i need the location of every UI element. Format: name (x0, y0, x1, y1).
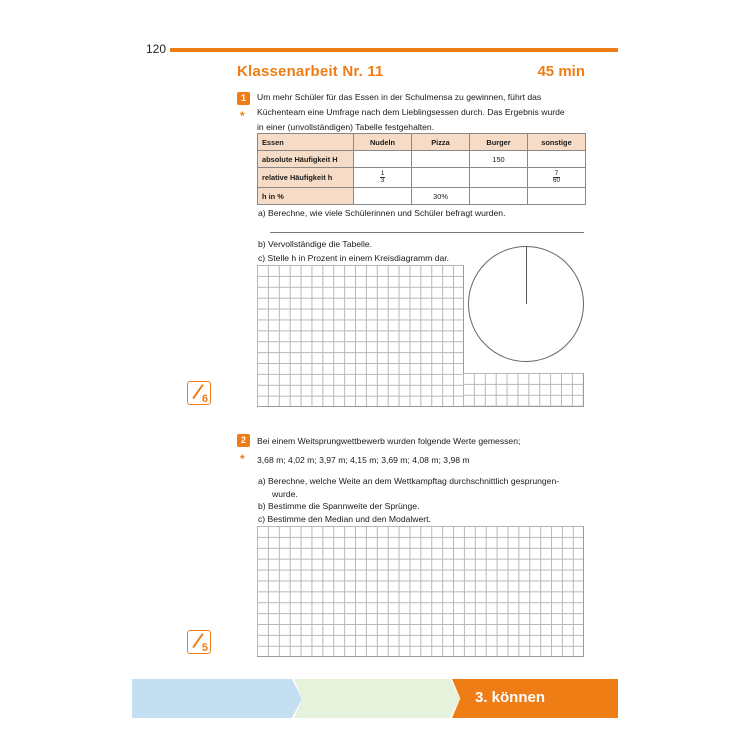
task-2-question-a-cont: wurde. (272, 489, 298, 499)
task-2-badge: 2 (237, 434, 250, 447)
table-cell[interactable] (354, 188, 412, 205)
row-label: absolute Häufigkeit H (258, 151, 354, 168)
table-cell (528, 168, 586, 188)
table-cell[interactable] (470, 188, 528, 205)
fraction (380, 171, 386, 184)
task-1-badge: 1 (237, 92, 250, 105)
footer-segment-2 (294, 679, 460, 718)
task-1-intro-line: Um mehr Schüler für das Essen in der Schulmensa zu gewinnen, führt das (257, 92, 542, 102)
table-cell (354, 168, 412, 188)
task-2-star-icon: * (240, 452, 245, 466)
table-cell: 150 (470, 151, 528, 168)
score-points: 5 (201, 642, 208, 654)
task-2-question-b: b) Bestimme die Spannweite der Sprünge. (258, 501, 420, 511)
work-grid-bottom[interactable] (463, 373, 584, 407)
row-label: relative Häufigkeit h (258, 168, 354, 188)
page-number: 120 (146, 42, 167, 56)
table-cell: 30% (412, 188, 470, 205)
table-header: sonstige (528, 134, 586, 151)
task-1-intro (257, 90, 565, 135)
task-2-question-a: a) Berechne, welche Weite an dem Wettkampftag durchschnittlich gesprungen- (258, 476, 560, 486)
table-header: Essen (258, 134, 354, 151)
task-2-values: 3,68 m; 4,02 m; 3,97 m; 4,15 m; 3,69 m; 4,08 m; 3,98 m (257, 455, 470, 465)
fraction-numerator: 1 (380, 170, 385, 177)
table-cell[interactable] (354, 151, 412, 168)
work-grid-task-2[interactable] (257, 526, 584, 657)
task-2-question-c: c) Bestimme den Median und den Modalwert. (258, 514, 431, 524)
row-label: h in % (258, 188, 354, 205)
table-cell[interactable] (412, 151, 470, 168)
score-box-task-1 (187, 381, 211, 405)
answer-line[interactable] (270, 232, 584, 233)
fraction (553, 171, 560, 184)
task-1-intro-line: in einer (unvollständigen) Tabelle festgehalten. (257, 122, 435, 132)
task-1-question-b: b) Vervollständige die Tabelle. (258, 239, 373, 249)
pie-chart-radius (526, 246, 527, 304)
table-row-relative (258, 168, 586, 188)
table-cell[interactable] (528, 151, 586, 168)
frequency-table (257, 133, 586, 205)
task-2-intro: Bei einem Weitsprungwettbewerb wurden folgende Werte gemessen; (257, 436, 521, 446)
score-points: 6 (201, 393, 208, 405)
table-cell[interactable] (470, 168, 528, 188)
footer-level-label: 3. können (475, 689, 546, 706)
task-1-star-icon: * (240, 109, 245, 123)
table-header: Nudeln (354, 134, 412, 151)
table-row-absolute (258, 151, 586, 168)
table-cell[interactable] (528, 188, 586, 205)
fraction-denominator: 3 (380, 177, 385, 184)
task-1-question-c: c) Stelle h in Prozent in einem Kreisdiagramm dar. (258, 253, 450, 263)
table-header: Pizza (412, 134, 470, 151)
header-rule (170, 48, 618, 52)
score-box-task-2 (187, 630, 211, 654)
duration-label: 45 min (537, 63, 585, 80)
page-title: Klassenarbeit Nr. 11 (237, 63, 384, 80)
fraction-denominator: 60 (552, 177, 561, 184)
table-cell[interactable] (412, 168, 470, 188)
table-header: Burger (470, 134, 528, 151)
footer-segment-1 (132, 679, 302, 718)
work-grid-left[interactable] (257, 265, 464, 407)
task-1-intro-line: Küchenteam eine Umfrage nach dem Lieblingsessen durch. Das Ergebnis wurde (257, 107, 565, 117)
table-row-percent (258, 188, 586, 205)
fraction-numerator: 7 (554, 170, 559, 177)
table-header-row (258, 134, 586, 151)
task-1-question-a: a) Berechne, wie viele Schülerinnen und Schüler befragt wurden. (258, 208, 506, 218)
